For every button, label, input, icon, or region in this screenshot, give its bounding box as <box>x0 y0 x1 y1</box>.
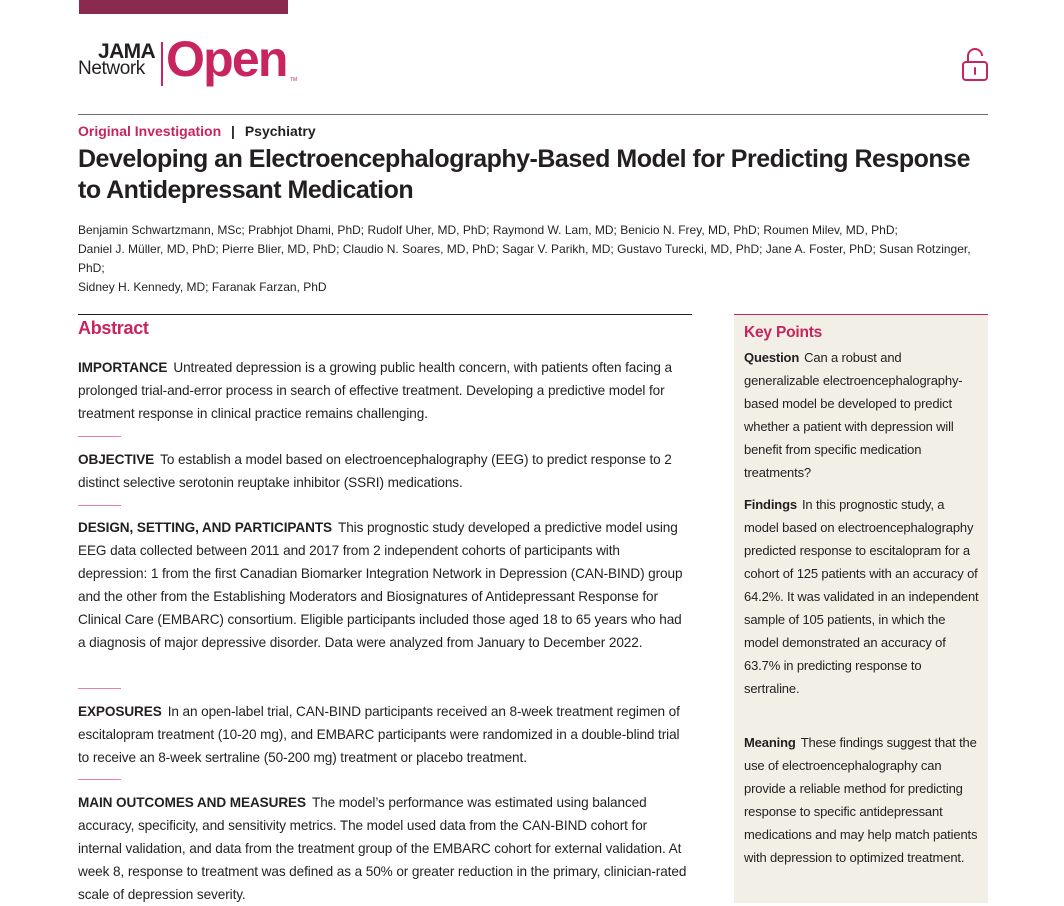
key-points-heading: Key Points <box>744 324 823 341</box>
abstract-objective <box>78 448 692 494</box>
key-point-text: Can a robust and generalizable electroencephalography-based model be developed to predict whether a patient with depression will benefit from specific medication treatments? <box>744 350 963 480</box>
key-point-meaning <box>744 731 980 869</box>
section-divider <box>78 436 121 437</box>
abstract-importance <box>78 356 692 425</box>
section-label: OBJECTIVE <box>78 452 155 467</box>
abstract-outcomes <box>78 791 692 906</box>
abstract-exposures <box>78 700 692 769</box>
key-point-text: In this prognostic study, a model based on electroencephalography predicted response to escitalopram for a cohort of 125 patients with an accuracy of 64.2%. It was validated in an independent sample of 105 patients, in which the model demonstrated an accuracy of 63.7% in predicting response to sertraline. <box>744 497 979 696</box>
section-label: DESIGN, SETTING, AND PARTICIPANTS <box>78 520 332 535</box>
key-point-question <box>744 346 980 484</box>
section-label: EXPOSURES <box>78 704 162 719</box>
section-label: MAIN OUTCOMES AND MEASURES <box>78 795 306 810</box>
author-line: Benjamin Schwartzmann, MSc; Prabhjot Dhami, PhD; Rudolf Uher, MD, PhD; Raymond W. Lam, MD; Benicio N. Frey, MD, PhD; Roumen Milev, MD, PhD; <box>78 223 898 237</box>
section-divider <box>78 779 121 780</box>
key-point-findings <box>744 493 980 700</box>
section-text: The model’s performance was estimated using balanced accuracy, specificity, and sensitivity metrics. The model used data from the CAN-BIND cohort for internal validation, and data from the treatment group of the EMBARC cohort for external validation. At week 8, response to treatment was defined as a 50% or greater reduction in the primary, clinician-rated scale of depression severity. <box>78 795 687 902</box>
author-line: Sidney H. Kennedy, MD; Faranak Farzan, PhD <box>78 280 327 294</box>
article-title: Developing an Electroencephalography-Based Model for Predicting Response to Antidepressant Medication <box>78 145 970 204</box>
article-category <box>78 123 316 139</box>
section-text: In an open-label trial, CAN-BIND participants received an 8-week treatment regimen of escitalopram treatment (10-20 mg), and EMBARC participants were randomized in a double-blind trial to receive an 8-week sertraline (50-200 mg) treatment or placebo treatment. <box>78 704 680 765</box>
section-label: IMPORTANCE <box>78 360 168 375</box>
section-divider <box>78 688 121 689</box>
logo-separator <box>161 42 163 86</box>
section-text: Untreated depression is a growing public health concern, with patients often facing a prolonged trial-and-error process in search of effective treatment. Developing a predictive model for treatment response in clinical practice remains challenging. <box>78 360 672 421</box>
key-point-text: These findings suggest that the use of electroencephalography can provide a reliable method for predicting response to specific antidepressant medications and may help match patients with depression to optimized treatment. <box>744 735 978 865</box>
section-text: This prognostic study developed a predictive model using EEG data collected between 2011 and 2017 from 2 independent cohorts of participants with depression: 1 from the first Canadian Biomarker Integration Network in Depression (CAN-BIND) group and the other from the Establishing Moderators and Biosignatures of Antidepressant Response for Clinical Care (EMBARC) consortium. Eligible participants included those aged 18 to 65 years who had a diagnosis of major depressive disorder. Data were analyzed from January to December 2022. <box>78 520 683 650</box>
category-separator: | <box>231 123 235 139</box>
category-subject[interactable]: Psychiatry <box>244 123 316 139</box>
category-type[interactable]: Original Investigation <box>78 123 222 139</box>
section-divider <box>78 505 121 506</box>
section-text: To establish a model based on electroencephalography (EEG) to predict response to 2 distinct selective serotonin reuptake inhibitor (SSRI) medications. <box>78 452 672 490</box>
abstract-heading: Abstract <box>78 318 149 338</box>
open-lock-icon[interactable] <box>961 46 989 82</box>
key-point-label: Findings <box>744 497 797 512</box>
key-point-label: Meaning <box>744 735 796 750</box>
logo-trademark: TM <box>290 77 298 83</box>
author-line: Daniel J. Müller, MD, PhD; Pierre Blier, MD, PhD; Claudio N. Soares, MD, PhD; Sagar V. Parikh, MD; Gustavo Turecki, MD, PhD; Jane A. Foster, PhD; Susan Rotzinger, PhD; <box>78 242 971 275</box>
header-rule <box>78 114 988 115</box>
key-point-label: Question <box>744 350 800 365</box>
abstract-rule <box>78 314 692 315</box>
key-points-box <box>734 314 988 903</box>
logo-network-text: Network <box>78 58 145 79</box>
logo-open-text: Open <box>166 31 287 87</box>
top-color-bar <box>79 0 288 14</box>
open-lock-icon-svg <box>961 46 989 82</box>
logo-jama-text: JAMA <box>98 40 156 63</box>
author-list <box>78 221 998 297</box>
abstract-design <box>78 516 692 654</box>
